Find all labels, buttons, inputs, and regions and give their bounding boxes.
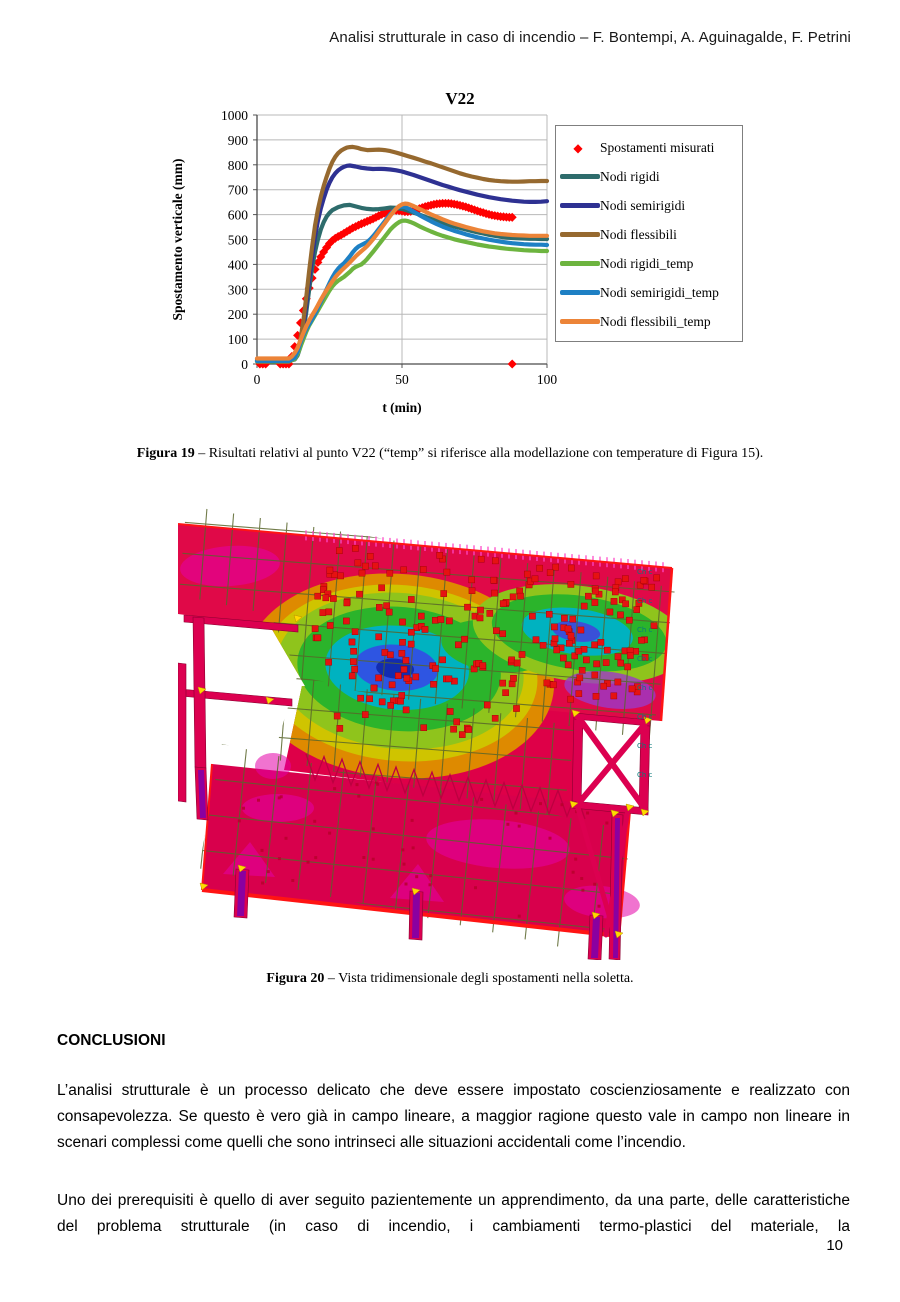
svg-text:800: 800: [227, 157, 248, 173]
legend-label: Nodi flessibili: [600, 226, 677, 242]
page-number: 10: [826, 1237, 843, 1254]
diamond-marker: ◆: [573, 140, 583, 155]
svg-text:Ch c: Ch c: [637, 771, 653, 779]
svg-text:900: 900: [227, 132, 248, 148]
line-marker: [556, 261, 600, 266]
svg-text:400: 400: [227, 257, 248, 273]
figure19-text: – Risultati relativi al punto V22 (“temp” si riferisce alla modellazione con temperature di Figura 15).: [194, 446, 764, 461]
svg-text:Ch c: Ch c: [637, 684, 653, 692]
svg-text:1000: 1000: [221, 108, 248, 123]
svg-text:Ch c: Ch c: [637, 597, 653, 605]
svg-text:500: 500: [227, 232, 248, 248]
line-marker: [556, 203, 600, 208]
line-chart: [164, 87, 574, 435]
line-marker-swatch: [560, 290, 600, 295]
fem-3d-view: [178, 508, 702, 960]
line-marker: [556, 232, 600, 237]
line-marker: [556, 290, 600, 295]
line-marker: [556, 319, 600, 324]
svg-text:Ch c: Ch c: [637, 626, 653, 634]
figure20-caption: [0, 971, 900, 987]
line-marker: [556, 174, 600, 179]
svg-text:100: 100: [227, 332, 248, 348]
legend-item: [556, 249, 742, 278]
legend-item: [556, 220, 742, 249]
chart-legend: [555, 125, 743, 342]
legend-item: [556, 162, 742, 191]
svg-text:700: 700: [227, 182, 248, 198]
figure20-label: Figura 20: [266, 971, 325, 986]
line-marker-swatch: [560, 174, 600, 179]
line-marker-swatch: [560, 203, 600, 208]
legend-label: Nodi semirigidi_temp: [600, 284, 719, 300]
page-header: Analisi strutturale in caso di incendio – F. Bontempi, A. Aguinagalde, F. Petrini: [329, 29, 851, 46]
figure19-label: Figura 19: [136, 446, 195, 461]
svg-text:200: 200: [227, 307, 248, 323]
legend-item: [556, 307, 742, 336]
svg-text:t (min): t (min): [382, 400, 422, 415]
figure20-text: – Vista tridimensionale degli spostamenti nella soletta.: [324, 971, 634, 986]
conclusions-heading: CONCLUSIONI: [57, 1032, 166, 1049]
legend-item: [556, 278, 742, 307]
line-marker-swatch: [560, 261, 600, 266]
svg-text:0: 0: [241, 357, 248, 372]
svg-text:V22: V22: [445, 89, 475, 108]
legend-label: Nodi rigidi_temp: [600, 255, 694, 271]
svg-text:600: 600: [227, 207, 248, 223]
legend-label: Nodi semirigidi: [600, 197, 686, 213]
svg-text:Ch c: Ch c: [637, 655, 653, 663]
svg-text:100: 100: [536, 372, 558, 387]
figure19-caption: [0, 446, 900, 462]
svg-text:50: 50: [395, 372, 409, 387]
line-marker-swatch: [560, 319, 600, 324]
svg-text:Ch c: Ch c: [637, 568, 653, 576]
conclusions-paragraph-1: L’analisi strutturale è un processo delicato che deve essere impostato coscienziosamente e realizzato con consapevolezza. Se questo è vero già in campo lineare, a maggior ragione questo vale in campo non lineare in scenari complessi come quelli che sono intrinseci alle situazioni accidentali come l’incendio.: [57, 1081, 850, 1151]
line-marker-swatch: [560, 232, 600, 237]
svg-text:Ch c: Ch c: [637, 713, 653, 721]
svg-text:300: 300: [227, 282, 248, 298]
svg-text:Spostamento verticale (mm): Spostamento verticale (mm): [170, 158, 185, 321]
legend-label: Nodi rigidi: [600, 168, 660, 184]
svg-text:Ch c: Ch c: [637, 742, 653, 750]
legend-label: Spostamenti misurati: [600, 139, 715, 155]
legend-label: Nodi flessibili_temp: [600, 313, 711, 329]
legend-item: [556, 133, 742, 162]
svg-text:0: 0: [253, 372, 261, 387]
legend-item: [556, 191, 742, 220]
conclusions-paragraph-2: Uno dei prerequisiti è quello di aver seguito pazientemente un apprendimento, da una parte, delle caratteristiche del problema strutturale (in caso di incendio, i cambiamenti termo-plastici del materiale, la: [57, 1191, 850, 1235]
